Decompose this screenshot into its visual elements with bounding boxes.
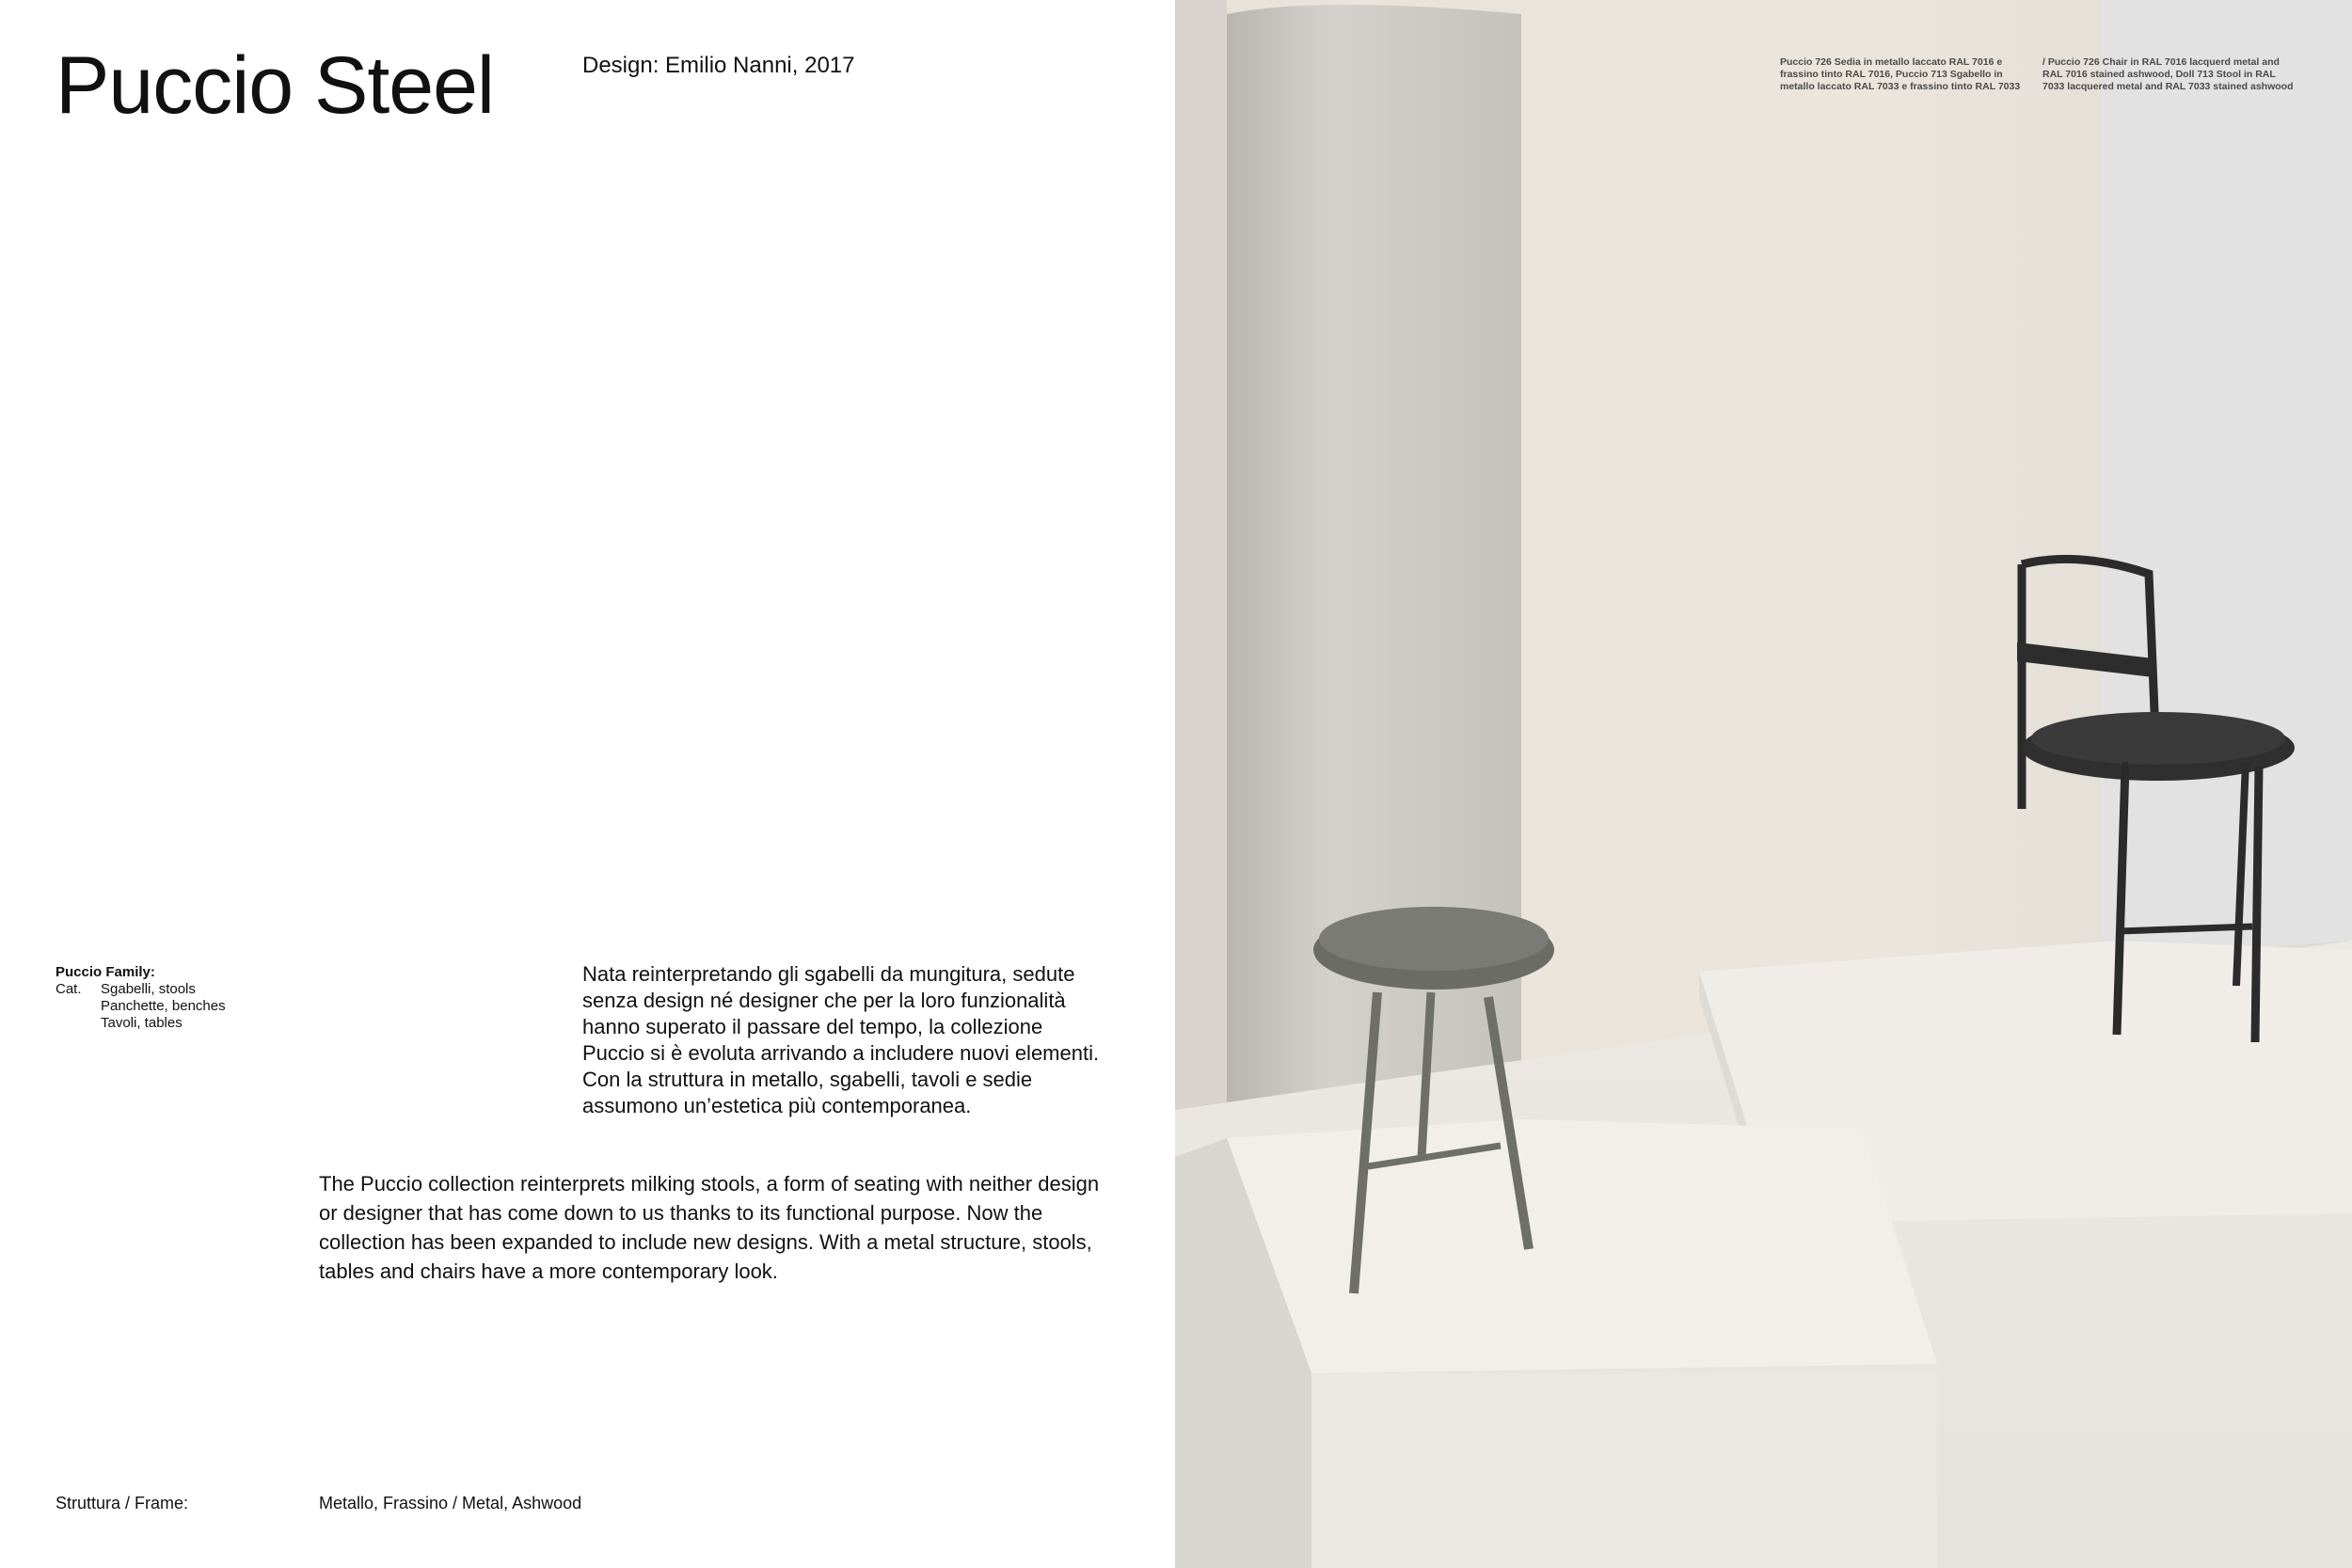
lower-step-top xyxy=(1227,1119,1937,1373)
photo-caption-italian: Puccio 726 Sedia in metallo laccato RAL 7016 e frassino tinto RAL 7016, Puccio 713 Sgabello in metallo laccato RAL 7033 e frassino tinto RAL 7033 xyxy=(1780,56,2021,92)
stool-seat-top xyxy=(1319,907,1549,971)
family-category-label: Cat. xyxy=(56,981,82,997)
description-english: The Puccio collection reinterprets milking stools, a form of seating with neither design or designer that has come down to us thanks to its functional purpose. Now the collection has been expanded to include new designs. With a metal structure, stools, tables and chairs have a more contemporary look. xyxy=(319,1172,1100,1283)
frame-value: Metallo, Frassino / Metal, Ashwood xyxy=(319,1494,582,1513)
designer-credit: Design: Emilio Nanni, 2017 xyxy=(582,53,855,78)
family-category-item: Sgabelli, stools xyxy=(101,981,196,997)
family-category-item: Tavoli, tables xyxy=(101,1015,183,1031)
chair-stretcher xyxy=(2119,927,2252,931)
left-page xyxy=(0,0,1175,1568)
lower-step-front xyxy=(1311,1373,1937,1568)
page-title: Puccio Steel xyxy=(56,40,495,131)
family-category-row xyxy=(56,981,226,1032)
photo-caption-english: / Puccio 726 Chair in RAL 7016 lacquerd metal and RAL 7016 stained ashwood, Doll 713 Stool in RAL 7033 lacquered metal and RAL 7033 stained ashwood xyxy=(2042,56,2294,92)
chair-seat-top xyxy=(2031,712,2285,765)
right-wall xyxy=(2102,0,2352,959)
family-category-item: Panchette, benches xyxy=(101,998,226,1014)
product-photo-illustration xyxy=(1175,0,2352,1568)
description-italian: Nata reinterpretando gli sgabelli da mungitura, sedute senza design né designer che per la loro funzionalità hanno superato il passare del tempo, la collezione Puccio si è evoluta arrivando a includere nuovi elementi. Con la struttura in metallo, sgabelli, tavoli e sedie assumono un’estetica più contemporanea. xyxy=(582,962,1100,1117)
family-title: Puccio Family: xyxy=(56,964,155,980)
product-photo xyxy=(1175,0,2352,1568)
frame-label: Struttura / Frame: xyxy=(56,1494,189,1513)
family-category-list xyxy=(101,981,226,1032)
chair-leg-front-right xyxy=(2255,767,2259,1042)
family-info xyxy=(56,964,226,1032)
